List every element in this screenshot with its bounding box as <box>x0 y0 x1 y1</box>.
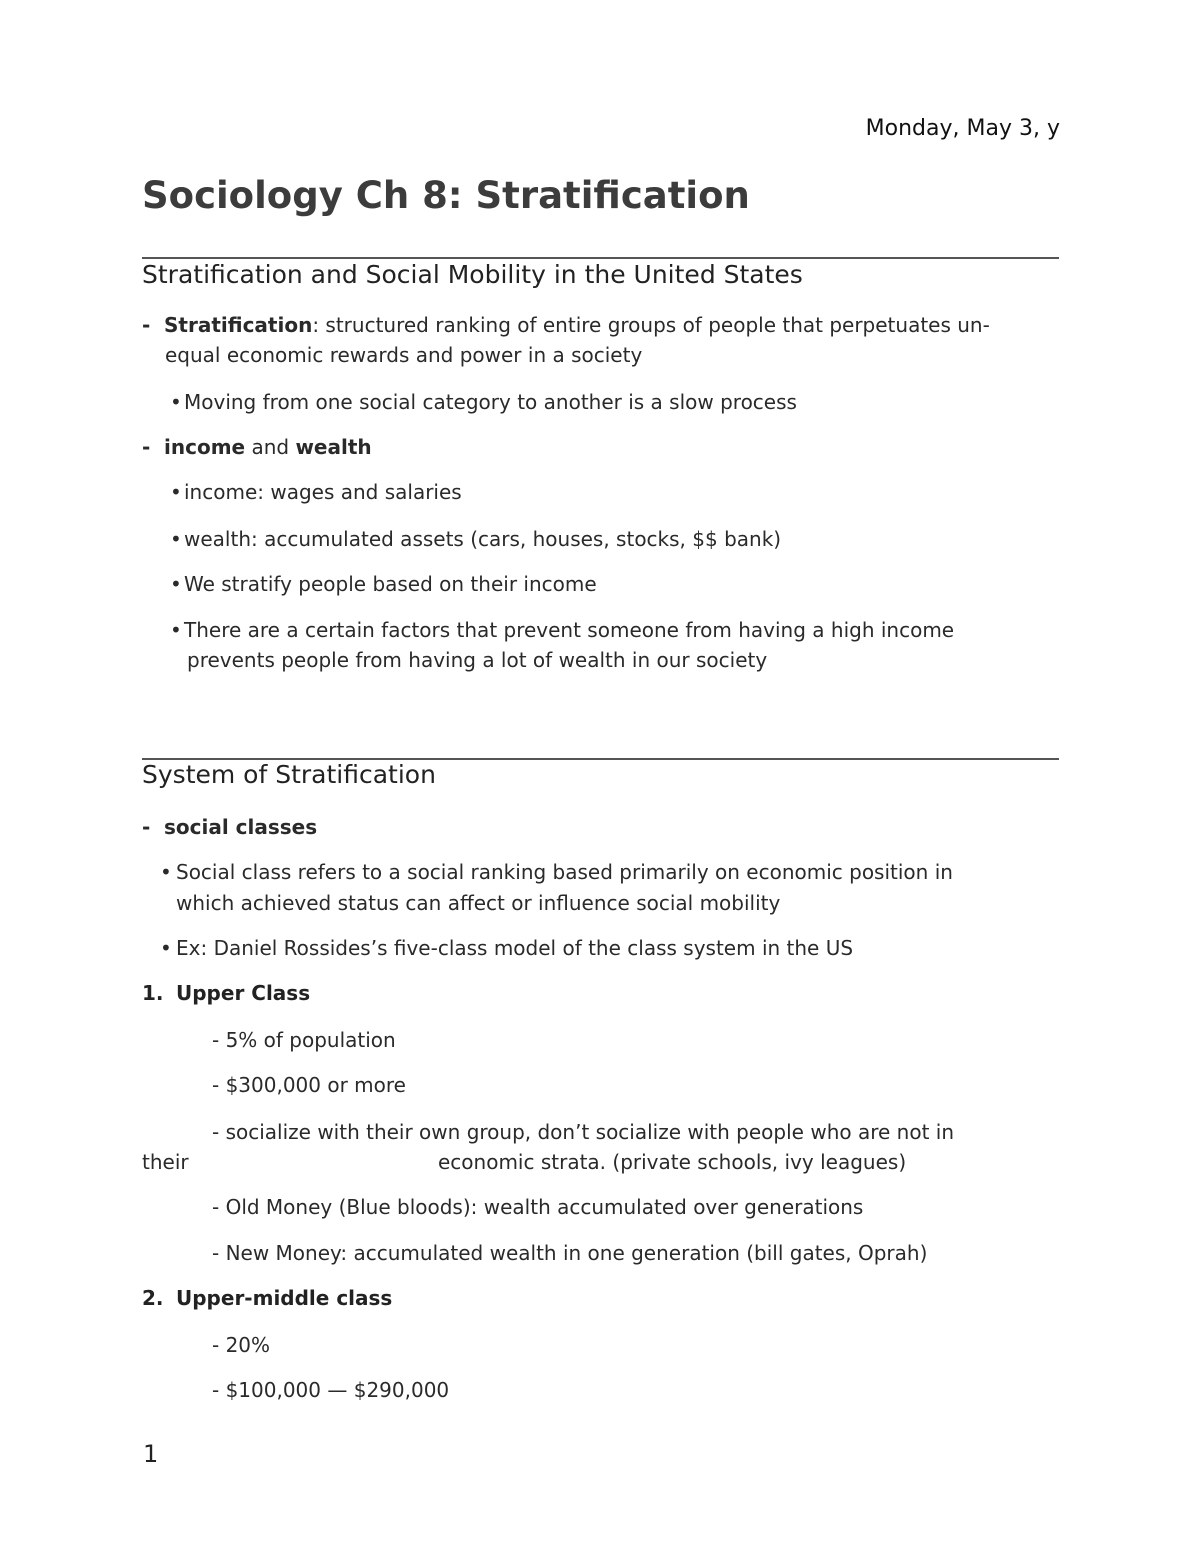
definition-continuation: equal economic rewards and power in a society <box>165 343 643 367</box>
bullet-item: • Moving from one social category to another is a slow process <box>170 390 797 414</box>
sub-item: - New Money: accumulated wealth in one generation (bill gates, Oprah) <box>212 1241 928 1265</box>
sub-item: - 5% of population <box>212 1028 396 1052</box>
bullet-item: • There are a certain factors that prevent someone from having a high income <box>170 618 955 642</box>
dash-marker: - <box>142 313 151 337</box>
sub-item-wrap: their <box>142 1150 189 1174</box>
list-item-stratification <box>142 313 990 337</box>
bullet-item: • Social class refers to a social ranking based primarily on economic position in <box>160 860 953 884</box>
term-income: income <box>164 435 246 459</box>
term-stratification: Stratification <box>164 313 313 337</box>
sub-item: - $100,000 — $290,000 <box>212 1378 450 1402</box>
sub-item: - $300,000 or more <box>212 1073 406 1097</box>
bullet-continuation: which achieved status can affect or influence social mobility <box>176 891 781 915</box>
section-divider <box>142 257 1059 259</box>
section-heading-system: System of Stratification <box>142 760 436 789</box>
sub-item: - 20% <box>212 1333 271 1357</box>
sub-item: - socialize with their own group, don’t socialize with people who are not in <box>212 1120 955 1144</box>
sub-item: - Old Money (Blue bloods): wealth accumulated over generations <box>212 1195 864 1219</box>
bullet-item: • Ex: Daniel Rossides’s five-class model of the class system in the US <box>160 936 854 960</box>
definition-text: : structured ranking of entire groups of people that perpetuates un- <box>312 313 990 337</box>
document-date: Monday, May 3, y <box>865 116 1060 141</box>
page-title: Sociology Ch 8: Stratification <box>142 174 750 217</box>
dash-marker: - <box>142 815 151 839</box>
bullet-continuation: prevents people from having a lot of wealth in our society <box>187 648 768 672</box>
term-wealth: wealth <box>295 435 372 459</box>
numbered-item-upper-class: 1. Upper Class <box>142 981 311 1005</box>
sub-item-wrap: economic strata. (private schools, ivy leagues) <box>438 1150 907 1174</box>
dash-marker: - <box>142 435 151 459</box>
numbered-item-upper-middle-class: 2. Upper-middle class <box>142 1286 393 1310</box>
bullet-item: • We stratify people based on their income <box>170 572 597 596</box>
term-social-classes: social classes <box>164 815 318 839</box>
bullet-item: • income: wages and salaries <box>170 480 462 504</box>
bullet-item: • wealth: accumulated assets (cars, houses, stocks, $$ bank) <box>170 527 782 551</box>
page-number: 1 <box>143 1440 159 1468</box>
list-item-income-wealth: - income and wealth <box>142 435 372 459</box>
section-heading-mobility: Stratification and Social Mobility in the United States <box>142 260 803 289</box>
list-item-social-classes <box>142 815 317 839</box>
